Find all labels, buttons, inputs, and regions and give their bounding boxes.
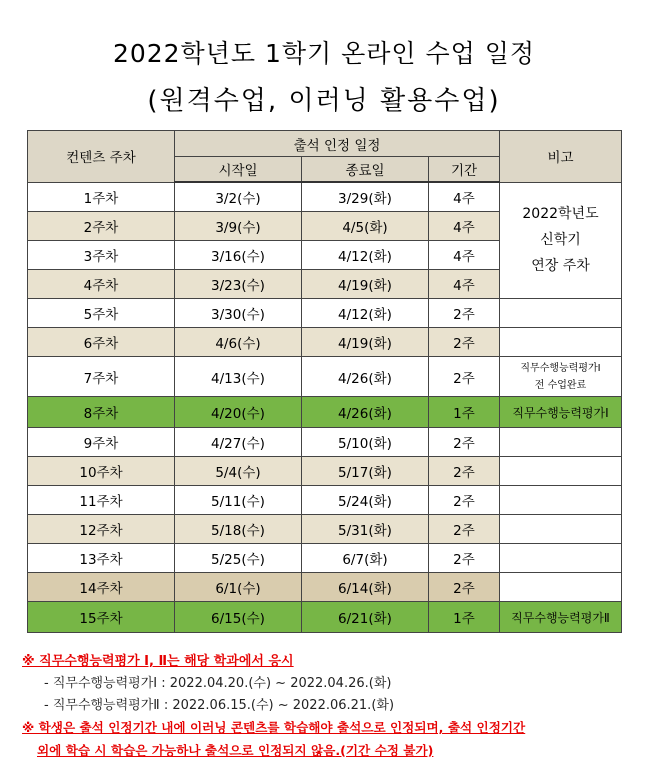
merged-note-line: 2022학년도 <box>522 206 599 223</box>
start-cell: 5/18(수) <box>175 515 302 544</box>
week-cell: 11주차 <box>28 486 175 515</box>
note-line: 전 수업완료 <box>534 379 587 391</box>
start-cell: 4/13(수) <box>175 357 302 397</box>
start-cell: 6/1(수) <box>175 573 302 602</box>
table-row <box>28 299 622 328</box>
footnote-eval2-dates: - 직무수행능력평가Ⅱ : 2022.06.15.(수) ~ 2022.06.21.(화) <box>44 698 395 713</box>
period-cell: 4주 <box>429 212 500 241</box>
start-cell: 3/30(수) <box>175 299 302 328</box>
end-cell: 5/17(화) <box>302 457 429 486</box>
period-cell: 2주 <box>429 299 500 328</box>
start-cell: 3/23(수) <box>175 270 302 299</box>
week-cell: 4주차 <box>28 270 175 299</box>
table-row <box>28 397 622 428</box>
header-end: 종료일 <box>302 157 429 183</box>
week-cell: 5주차 <box>28 299 175 328</box>
note-cell <box>500 486 622 515</box>
start-cell: 5/25(수) <box>175 544 302 573</box>
end-cell: 3/29(화) <box>302 182 429 212</box>
week-cell: 14주차 <box>28 573 175 602</box>
schedule-table <box>27 130 622 633</box>
table-row <box>28 357 622 397</box>
end-cell: 5/31(화) <box>302 515 429 544</box>
note-cell <box>500 357 622 397</box>
merged-note-line: 신학기 <box>540 232 581 249</box>
table-row <box>28 457 622 486</box>
week-cell: 13주차 <box>28 544 175 573</box>
week-cell: 8주차 <box>28 397 175 428</box>
end-cell: 6/14(화) <box>302 573 429 602</box>
note-cell <box>500 544 622 573</box>
footnote-eval1-dates: - 직무수행능력평가Ⅰ : 2022.04.20.(수) ~ 2022.04.26.(화) <box>44 676 392 691</box>
period-cell: 2주 <box>429 328 500 357</box>
end-cell: 4/19(화) <box>302 270 429 299</box>
period-cell: 1주 <box>429 397 500 428</box>
merged-note-cell <box>500 182 622 299</box>
start-cell: 4/27(수) <box>175 428 302 457</box>
end-cell: 5/24(화) <box>302 486 429 515</box>
note-cell <box>500 573 622 602</box>
header-period: 기간 <box>429 157 500 183</box>
header-note: 비고 <box>500 131 622 183</box>
header-week: 컨텐츠 주차 <box>28 131 175 183</box>
period-cell: 2주 <box>429 486 500 515</box>
note-cell <box>500 328 622 357</box>
week-cell: 2주차 <box>28 212 175 241</box>
start-cell: 4/6(수) <box>175 328 302 357</box>
period-cell: 4주 <box>429 270 500 299</box>
end-cell: 4/5(화) <box>302 212 429 241</box>
period-cell: 4주 <box>429 241 500 270</box>
end-cell: 4/26(화) <box>302 357 429 397</box>
page-subtitle: (원격수업, 이러닝 활용수업) <box>147 86 501 116</box>
week-cell: 12주차 <box>28 515 175 544</box>
table-row <box>28 602 622 633</box>
end-cell: 4/12(화) <box>302 299 429 328</box>
footnote-evaluation: ※ 직무수행능력평가 Ⅰ, Ⅱ는 해당 학과에서 응시 <box>22 654 294 669</box>
period-cell: 2주 <box>429 515 500 544</box>
start-cell: 3/16(수) <box>175 241 302 270</box>
end-cell: 4/12(화) <box>302 241 429 270</box>
end-cell: 6/7(화) <box>302 544 429 573</box>
table-row <box>28 428 622 457</box>
table-row <box>28 182 622 212</box>
note-cell <box>500 515 622 544</box>
table-row <box>28 515 622 544</box>
period-cell: 2주 <box>429 357 500 397</box>
start-cell: 3/9(수) <box>175 212 302 241</box>
week-cell: 1주차 <box>28 182 175 212</box>
period-cell: 2주 <box>429 457 500 486</box>
period-cell: 2주 <box>429 428 500 457</box>
start-cell: 6/15(수) <box>175 602 302 633</box>
table-row <box>28 544 622 573</box>
start-cell: 5/11(수) <box>175 486 302 515</box>
note-cell: 직무수행능력평가Ⅱ <box>500 602 622 633</box>
period-cell: 2주 <box>429 573 500 602</box>
start-cell: 5/4(수) <box>175 457 302 486</box>
note-cell: 직무수행능력평가Ⅰ <box>500 397 622 428</box>
footnote-attendance-rule: ※ 학생은 출석 인정기간 내에 이러닝 콘텐츠를 학습해야 출석으로 인정되며, 출석 인정기간 <box>22 720 526 735</box>
end-cell: 4/19(화) <box>302 328 429 357</box>
start-cell: 3/2(수) <box>175 182 302 212</box>
note-cell <box>500 457 622 486</box>
start-cell: 4/20(수) <box>175 397 302 428</box>
end-cell: 5/10(화) <box>302 428 429 457</box>
header-start: 시작일 <box>175 157 302 183</box>
page-title: 2022학년도 1학기 온라인 수업 일정 <box>112 39 536 68</box>
week-cell: 3주차 <box>28 241 175 270</box>
period-cell: 1주 <box>429 602 500 633</box>
week-cell: 15주차 <box>28 602 175 633</box>
note-cell <box>500 299 622 328</box>
end-cell: 6/21(화) <box>302 602 429 633</box>
week-cell: 6주차 <box>28 328 175 357</box>
week-cell: 9주차 <box>28 428 175 457</box>
merged-note-line: 연장 주차 <box>531 258 590 275</box>
header-attendance-group: 출석 인정 일정 <box>175 131 500 157</box>
period-cell: 4주 <box>429 182 500 212</box>
period-cell: 2주 <box>429 544 500 573</box>
week-cell: 10주차 <box>28 457 175 486</box>
table-row <box>28 328 622 357</box>
table-row <box>28 573 622 602</box>
note-line: 직무수행능력평가Ⅰ <box>520 362 601 374</box>
footnote-attendance-rule-cont: 외에 학습 시 학습은 가능하나 출석으로 인정되지 않음.(기간 수정 불가) <box>37 743 434 758</box>
end-cell: 4/26(화) <box>302 397 429 428</box>
week-cell: 7주차 <box>28 357 175 397</box>
table-row <box>28 486 622 515</box>
note-cell <box>500 428 622 457</box>
